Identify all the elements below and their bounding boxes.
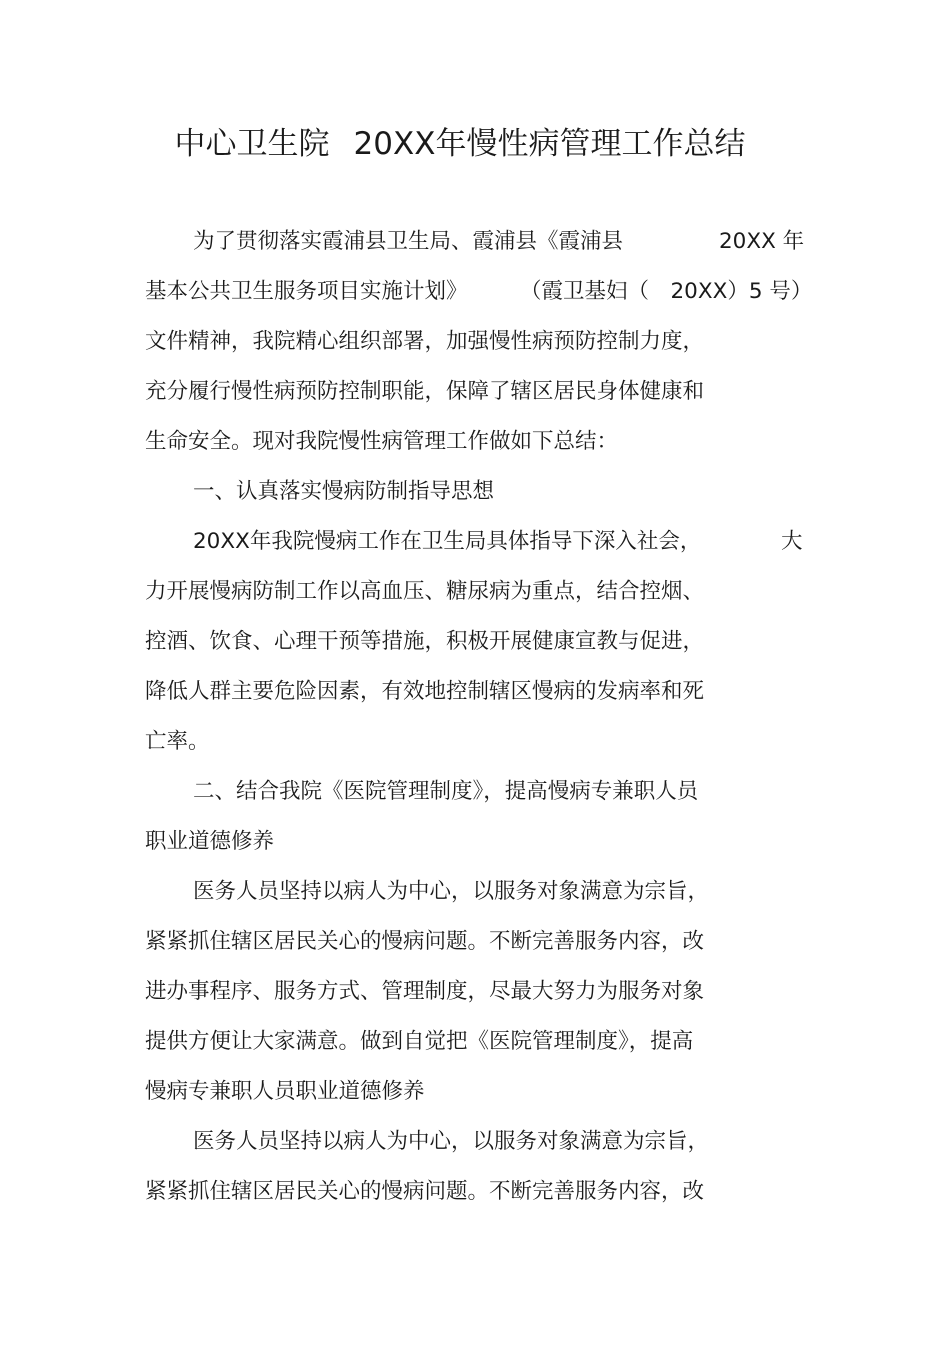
paragraph-line: 充分履行慢性病预防控制职能，保障了辖区居民身体健康和 <box>145 379 705 404</box>
paragraph-line: 力开展慢病防制工作以高血压、糖尿病为重点，结合控烟、 <box>145 579 705 604</box>
paragraph-line: 紧紧抓住辖区居民关心的慢病问题。不断完善服务内容，改 <box>145 1179 705 1204</box>
line-fragment-da: 大 <box>781 529 803 554</box>
line-fragment-year: 20XX 年 <box>719 229 805 254</box>
paragraph-line: 提供方便让大家满意。做到自觉把《医院管理制度》，提高 <box>145 1029 694 1054</box>
document-title <box>0 122 920 166</box>
paragraph-line: 进办事程序、服务方式、管理制度，尽最大努力为服务对象 <box>145 979 705 1004</box>
paragraph-line: 生命安全。现对我院慢性病管理工作做如下总结： <box>145 429 619 454</box>
section-heading-2: 二、结合我院《医院管理制度》，提高慢病专兼职人员 <box>193 779 699 804</box>
section-heading-1: 一、认真落实慢病防制指导思想 <box>193 479 495 504</box>
paragraph-line: 紧紧抓住辖区居民关心的慢病问题。不断完善服务内容，改 <box>145 929 705 954</box>
title-part-summary: 20XX年慢性病管理工作总结 <box>353 126 746 162</box>
paragraph-line: 慢病专兼职人员职业道德修养 <box>145 1079 425 1104</box>
paragraph-line: 亡率。 <box>145 729 210 754</box>
paragraph-line: 医务人员坚持以病人为中心，以服务对象满意为宗旨， <box>193 879 710 904</box>
paragraph-line: 文件精神，我院精心组织部署，加强慢性病预防控制力度， <box>145 329 705 354</box>
paragraph-line: 20XX年我院慢病工作在卫生局具体指导下深入社会， <box>193 529 702 554</box>
paragraph-line: 降低人群主要危险因素，有效地控制辖区慢病的发病率和死 <box>145 679 705 704</box>
paragraph-line: 医务人员坚持以病人为中心，以服务对象满意为宗旨， <box>193 1129 710 1154</box>
paragraph-line: 控酒、饮食、心理干预等措施，积极开展健康宣教与促进， <box>145 629 705 654</box>
paragraph-line: 基本公共卫生服务项目实施计划》 <box>145 279 468 304</box>
line-fragment-docnumber: （霞卫基妇（ 20XX）5 号） <box>520 279 813 304</box>
paragraph-line: 为了贯彻落实霞浦县卫生局、霞浦县《霞浦县 <box>193 229 624 254</box>
title-part-hospital: 中心卫生院 <box>174 126 330 162</box>
section-heading-2-cont: 职业道德修养 <box>145 829 275 854</box>
